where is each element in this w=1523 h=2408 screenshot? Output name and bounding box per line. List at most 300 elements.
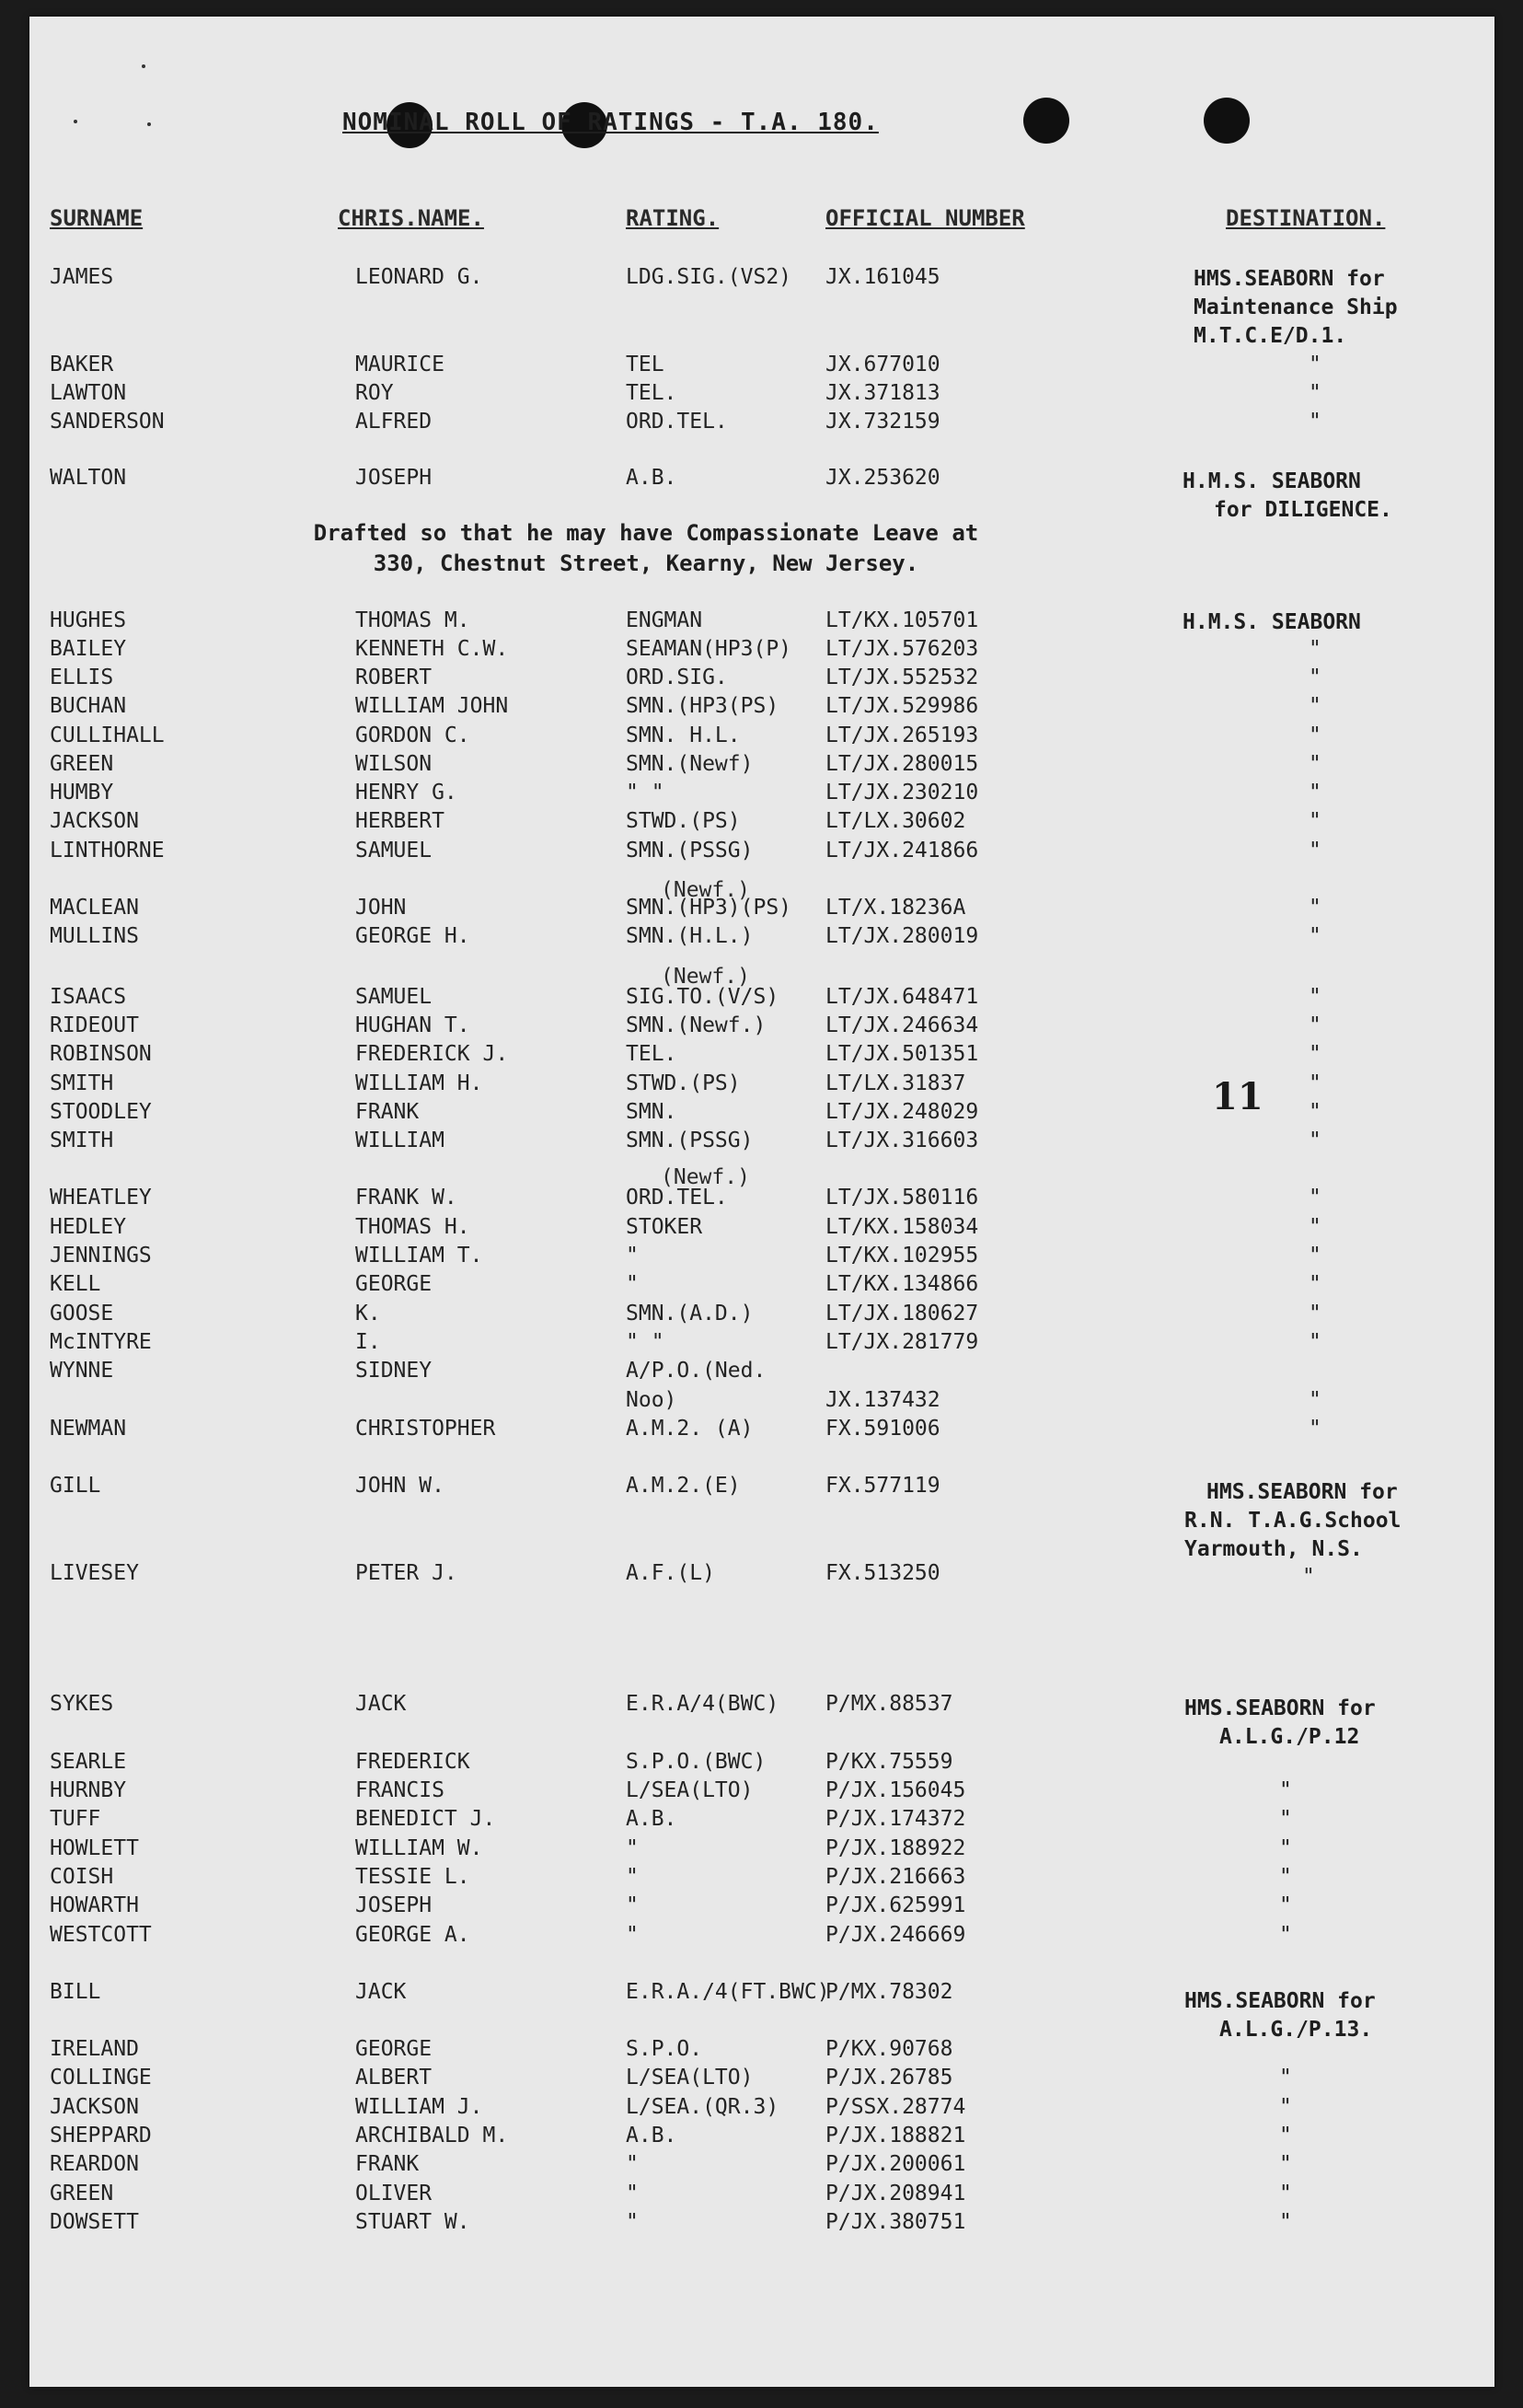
christian-name-cell: GEORGE H. [355,924,470,948]
christian-name-cell: WILLIAM T. [355,1244,483,1268]
table-row [29,1359,1494,1388]
christian-name-cell: I. [355,1330,381,1354]
rating-cell: SMN.(PSSG) [626,1129,754,1152]
rating-cell: E.R.A./4(FT.BWC) [626,1980,830,2004]
destination-block [1184,1695,1376,1752]
rating-cell: TEL. [626,1042,677,1066]
destination-ditto: " [1309,781,1321,805]
table-row [29,1215,1494,1245]
page-number: 11 [1212,1075,1263,1118]
official-number-cell: P/JX.26785 [825,2066,953,2090]
table-row [29,1865,1494,1894]
punch-hole [1204,98,1250,144]
table-row [29,1042,1494,1071]
table-row [29,1750,1494,1779]
surname-cell: STOODLEY [50,1100,152,1124]
official-number-cell: LT/JX.248029 [825,1100,979,1124]
destination-ditto: " [1309,985,1321,1009]
surname-cell: WALTON [50,466,127,490]
rating-cell: SIG.TO.(V/S) [626,985,779,1009]
christian-name-cell: WILLIAM JOHN [355,694,509,718]
official-number-cell: LT/JX.501351 [825,1042,979,1066]
rating-cell: SMN.(Newf) [626,752,754,776]
official-number-cell: P/KX.75559 [825,1750,953,1774]
column-header-official-number: OFFICIAL NUMBER [825,205,1025,231]
destination-ditto: " [1309,896,1321,920]
table-row [29,724,1494,753]
rating-cell: Noo) [626,1388,677,1412]
note-line-2: 330, Chestnut Street, Kearny, New Jersey. [373,550,919,576]
destination-block [1194,265,1398,351]
rating-cell: SEAMAN(HP3(P) [626,637,792,661]
official-number-cell: LT/JX.580116 [825,1186,979,1210]
surname-cell: COLLINGE [50,2066,152,2090]
table-row [29,2182,1494,2211]
surname-cell: JACKSON [50,2095,139,2119]
surname-cell: DOWSETT [50,2210,139,2234]
surname-cell: WESTCOTT [50,1923,152,1947]
official-number-cell: JX.161045 [825,265,940,289]
destination-line: A.L.G./P.12 [1219,1725,1360,1749]
rating-cell: SMN.(H.L.) [626,924,754,948]
christian-name-cell: HUGHAN T. [355,1013,470,1037]
compassionate-leave-note [250,518,1042,579]
surname-cell: CULLIHALL [50,724,165,747]
christian-name-cell: PETER J. [355,1561,457,1585]
rating-cell: ORD.TEL. [626,1186,728,1210]
destination-ditto: " [1279,1923,1292,1947]
christian-name-cell: JOSEPH [355,1893,433,1917]
surname-cell: MULLINS [50,924,139,948]
christian-name-cell: TESSIE L. [355,1865,470,1889]
table-row [29,985,1494,1014]
christian-name-cell: SAMUEL [355,985,433,1009]
christian-name-cell: THOMAS H. [355,1215,470,1239]
christian-name-cell: FRANK W. [355,1186,457,1210]
christian-name-cell: WILLIAM H. [355,1071,483,1095]
table-row [29,1561,1494,1591]
christian-name-cell: GORDON C. [355,724,470,747]
destination-line: HMS.SEABORN for [1194,267,1385,291]
official-number-cell: P/JX.200061 [825,2152,966,2176]
table-row [29,839,1494,868]
destination-ditto: " [1309,1302,1321,1326]
christian-name-cell: CHRISTOPHER [355,1417,496,1441]
destination-ditto: " [1309,1129,1321,1152]
official-number-cell: P/JX.174372 [825,1807,966,1831]
surname-cell: BAKER [50,353,114,376]
surname-cell: HOWLETT [50,1836,139,1860]
table-row [29,2152,1494,2182]
table-row [29,1244,1494,1273]
destination-ditto: " [1309,1100,1321,1124]
christian-name-cell: FRANK [355,1100,420,1124]
table-row [29,410,1494,439]
surname-cell: SEARLE [50,1750,127,1774]
destination-line: M.T.C.E/D.1. [1194,324,1347,348]
surname-cell: ISAACS [50,985,127,1009]
christian-name-cell: FRANCIS [355,1778,444,1802]
destination-ditto: " [1309,1071,1321,1095]
rating-cell: A.M.2. (A) [626,1417,754,1441]
surname-cell: WHEATLEY [50,1186,152,1210]
christian-name-cell: MAURICE [355,353,444,376]
destination-ditto: " [1309,1388,1321,1412]
surname-cell: JACKSON [50,809,139,833]
destination-ditto: " [1309,666,1321,689]
destination-line: for DILIGENCE. [1214,498,1392,522]
table-row [29,353,1494,382]
official-number-cell: LT/JX.246634 [825,1013,979,1037]
rating-cell: SMN.(A.D.) [626,1302,754,1326]
destination-ditto: " [1279,2095,1292,2119]
destination-ditto: " [1279,2210,1292,2234]
christian-name-cell: JOHN W. [355,1474,444,1498]
official-number-cell: JX.732159 [825,410,940,434]
table-row [29,1013,1494,1043]
surname-cell: SYKES [50,1692,114,1716]
surname-cell: MACLEAN [50,896,139,920]
christian-name-cell: BENEDICT J. [355,1807,496,1831]
christian-name-cell: FRANK [355,2152,420,2176]
christian-name-cell: ALFRED [355,410,433,434]
surname-cell: BILL [50,1980,101,2004]
official-number-cell: FX.591006 [825,1417,940,1441]
official-number-cell: LT/JX.280019 [825,924,979,948]
destination-ditto: " [1279,1865,1292,1889]
rating-cell: STOKER [626,1215,703,1239]
christian-name-cell: WILSON [355,752,433,776]
christian-name-cell: SIDNEY [355,1359,433,1383]
official-number-cell: FX.577119 [825,1474,940,1498]
official-number-cell: P/JX.380751 [825,2210,966,2234]
destination-ditto: " [1309,694,1321,718]
official-number-cell: LT/JX.316603 [825,1129,979,1152]
destination-ditto: " [1309,839,1321,862]
destination-ditto: " [1279,2066,1292,2090]
rating-cell: STWD.(PS) [626,1071,741,1095]
surname-cell: HEDLEY [50,1215,127,1239]
official-number-cell: FX.513250 [825,1561,940,1585]
rating-cell: " [626,1893,639,1917]
christian-name-cell: ARCHIBALD M. [355,2124,509,2148]
table-row [29,1129,1494,1158]
rating-cell: " [626,2210,639,2234]
christian-name-cell: LEONARD G. [355,265,483,289]
surname-cell: WYNNE [50,1359,114,1383]
surname-cell: RIDEOUT [50,1013,139,1037]
table-row [29,1330,1494,1360]
surname-cell: NEWMAN [50,1417,127,1441]
destination-ditto: " [1309,752,1321,776]
rating-cell: L/SEA(LTO) [626,2066,754,2090]
note-line-1: Drafted so that he may have Compassionate Leave at [313,520,979,546]
rating-cell: A.M.2.(E) [626,1474,741,1498]
surname-cell: HUGHES [50,608,127,632]
rating-continuation: (Newf.) [661,878,750,902]
christian-name-cell: WILLIAM J. [355,2095,483,2119]
surname-cell: LINTHORNE [50,839,165,862]
destination-ditto: " [1309,1330,1321,1354]
official-number-cell: LT/JX.180627 [825,1302,979,1326]
destination-block [1183,468,1392,525]
table-row [29,1100,1494,1129]
rating-cell: ORD.TEL. [626,410,728,434]
official-number-cell: LT/KX.158034 [825,1215,979,1239]
surname-cell: IRELAND [50,2037,139,2061]
destination-ditto: " [1279,2152,1292,2176]
destination-block [1183,608,1361,637]
surname-cell: LAWTON [50,381,127,405]
table-row [29,896,1494,925]
surname-cell: SMITH [50,1129,114,1152]
destination-ditto: " [1279,2182,1292,2205]
rating-cell: A.F.(L) [626,1561,715,1585]
official-number-cell: P/JX.246669 [825,1923,966,1947]
destination-ditto: " [1309,1272,1321,1296]
destination-line: R.N. T.A.G.School [1184,1509,1402,1533]
rating-cell: " [626,1865,639,1889]
rating-cell: " " [626,781,664,805]
surname-cell: KELL [50,1272,101,1296]
surname-cell: COISH [50,1865,114,1889]
rating-cell: S.P.O. [626,2037,703,2061]
rating-cell: " [626,2182,639,2205]
official-number-cell: JX.677010 [825,353,940,376]
table-row [29,694,1494,724]
destination-ditto: " [1279,1893,1292,1917]
official-number-cell: P/JX.188922 [825,1836,966,1860]
official-number-cell: LT/JX.648471 [825,985,979,1009]
destination-line: HMS.SEABORN for [1184,1989,1376,2013]
surname-cell: SHEPPARD [50,2124,152,2148]
table-row [29,1778,1494,1808]
rating-cell: A.B. [626,1807,677,1831]
christian-name-cell: FREDERICK J. [355,1042,509,1066]
surname-cell: JAMES [50,265,114,289]
christian-name-cell: WILLIAM W. [355,1836,483,1860]
destination-ditto: " [1279,2124,1292,2148]
destination-line: A.L.G./P.13. [1219,2018,1373,2042]
christian-name-cell: OLIVER [355,2182,433,2205]
rating-cell: A.B. [626,466,677,490]
rating-cell: " [626,2152,639,2176]
christian-name-cell: KENNETH C.W. [355,637,509,661]
destination-line: Yarmouth, N.S. [1184,1537,1363,1561]
ditto-mark: " [1302,1565,1315,1589]
christian-name-cell: JACK [355,1692,407,1716]
rating-cell: S.P.O.(BWC) [626,1750,767,1774]
official-number-cell: JX.371813 [825,381,940,405]
official-number-cell: LT/JX.529986 [825,694,979,718]
rating-cell: SMN. H.L. [626,724,741,747]
table-row [29,924,1494,954]
official-number-cell: P/SSX.28774 [825,2095,966,2119]
rating-cell: ENGMAN [626,608,703,632]
official-number-cell: LT/KX.134866 [825,1272,979,1296]
destination-line: H.M.S. SEABORN [1183,469,1361,493]
surname-cell: REARDON [50,2152,139,2176]
destination-ditto: " [1309,809,1321,833]
speck [142,64,145,68]
column-header-destination: DESTINATION. [1226,205,1386,231]
official-number-cell: LT/LX.30602 [825,809,966,833]
official-number-cell: JX.137432 [825,1388,940,1412]
christian-name-cell: ROY [355,381,394,405]
destination-ditto: " [1309,1417,1321,1441]
official-number-cell: LT/JX.230210 [825,781,979,805]
table-row [29,1071,1494,1101]
rating-cell: ORD.SIG. [626,666,728,689]
official-number-cell: LT/JX.281779 [825,1330,979,1354]
official-number-cell: P/JX.208941 [825,2182,966,2205]
rating-cell: L/SEA(LTO) [626,1778,754,1802]
table-row [29,2066,1494,2095]
official-number-cell: LT/JX.552532 [825,666,979,689]
surname-cell: LIVESEY [50,1561,139,1585]
rating-cell: L/SEA.(QR.3) [626,2095,779,2119]
rating-cell: A.B. [626,2124,677,2148]
surname-cell: ROBINSON [50,1042,152,1066]
christian-name-cell: FREDERICK [355,1750,470,1774]
surname-cell: BUCHAN [50,694,127,718]
destination-ditto: " [1309,924,1321,948]
rating-cell: " [626,1244,639,1268]
christian-name-cell: HENRY G. [355,781,457,805]
table-row [29,637,1494,666]
official-number-cell: P/KX.90768 [825,2037,953,2061]
surname-cell: ELLIS [50,666,114,689]
christian-name-cell: SAMUEL [355,839,433,862]
table-row [29,781,1494,810]
christian-name-cell: JACK [355,1980,407,2004]
surname-cell: GREEN [50,752,114,776]
official-number-cell: LT/JX.241866 [825,839,979,862]
destination-ditto: " [1279,1836,1292,1860]
destination-block [1184,1478,1401,1564]
official-number-cell: P/JX.216663 [825,1865,966,1889]
rating-cell: SMN.(HP3)(PS) [626,896,792,920]
table-row [29,1923,1494,1952]
rating-cell: SMN.(HP3(PS) [626,694,779,718]
official-number-cell: JX.253620 [825,466,940,490]
rating-cell: E.R.A/4(BWC) [626,1692,779,1716]
table-row [29,1836,1494,1866]
rating-cell: TEL [626,353,664,376]
surname-cell: GREEN [50,2182,114,2205]
destination-line: HMS.SEABORN for [1184,1696,1376,1720]
official-number-cell: P/JX.156045 [825,1778,966,1802]
christian-name-cell: GEORGE A. [355,1923,470,1947]
official-number-cell: LT/JX.576203 [825,637,979,661]
surname-cell: HUMBY [50,781,114,805]
surname-cell: HOWARTH [50,1893,139,1917]
table-row [29,1893,1494,1923]
table-row [29,1388,1494,1418]
destination-ditto: " [1309,1186,1321,1210]
destination-ditto: " [1309,1013,1321,1037]
speck [74,120,77,123]
table-row [29,2124,1494,2153]
surname-cell: GILL [50,1474,101,1498]
rating-cell: " [626,1272,639,1296]
official-number-cell: P/JX.188821 [825,2124,966,2148]
christian-name-cell: ROBERT [355,666,433,689]
surname-cell: GOOSE [50,1302,114,1326]
destination-ditto: " [1309,410,1321,434]
rating-continuation: (Newf.) [661,965,750,989]
christian-name-cell: K. [355,1302,381,1326]
christian-name-cell: THOMAS M. [355,608,470,632]
surname-cell: SANDERSON [50,410,165,434]
surname-cell: McINTYRE [50,1330,152,1354]
rating-cell: A/P.O.(Ned. [626,1359,767,1383]
christian-name-cell: JOSEPH [355,466,433,490]
speck [147,122,151,126]
table-row [29,1302,1494,1331]
surname-cell: SMITH [50,1071,114,1095]
table-row [29,1417,1494,1446]
destination-line: H.M.S. SEABORN [1183,610,1361,634]
surname-cell: TUFF [50,1807,101,1831]
destination-ditto: " [1309,1244,1321,1268]
official-number-cell: LT/JX.265193 [825,724,979,747]
destination-line: Maintenance Ship [1194,295,1398,319]
surname-cell: BAILEY [50,637,127,661]
table-row [29,1186,1494,1215]
column-header-rating: RATING. [626,205,720,231]
column-header-surname: SURNAME [50,205,144,231]
rating-cell: TEL. [626,381,677,405]
official-number-cell: LT/LX.31837 [825,1071,966,1095]
rating-cell: LDG.SIG.(VS2) [626,265,792,289]
christian-name-cell: ALBERT [355,2066,433,2090]
table-row [29,1807,1494,1836]
surname-cell: JENNINGS [50,1244,152,1268]
destination-line: HMS.SEABORN for [1206,1480,1398,1504]
official-number-cell: LT/KX.105701 [825,608,979,632]
rating-cell: " " [626,1330,664,1354]
table-row [29,2095,1494,2124]
rating-cell: SMN.(Newf.) [626,1013,767,1037]
christian-name-cell: JOHN [355,896,407,920]
destination-ditto: " [1279,1778,1292,1802]
page-title: NOMINAL ROLL OF RATINGS - T.A. 180. [342,109,879,136]
official-number-cell: LT/KX.102955 [825,1244,979,1268]
rating-cell: STWD.(PS) [626,809,741,833]
destination-block [1184,1987,1376,2044]
destination-ditto: " [1309,724,1321,747]
column-header-christian-name: CHRIS.NAME. [338,205,484,231]
rating-cell: SMN. [626,1100,677,1124]
table-row [29,381,1494,411]
table-row [29,752,1494,781]
destination-ditto: " [1279,1807,1292,1831]
rating-continuation: (Newf.) [661,1165,750,1189]
official-number-cell: LT/X.18236A [825,896,966,920]
official-number-cell: P/MX.78302 [825,1980,953,2004]
surname-cell: HURNBY [50,1778,127,1802]
official-number-cell: LT/JX.280015 [825,752,979,776]
table-row [29,1272,1494,1302]
christian-name-cell: WILLIAM [355,1129,444,1152]
destination-ditto: " [1309,1215,1321,1239]
christian-name-cell: GEORGE [355,1272,433,1296]
destination-ditto: " [1309,381,1321,405]
official-number-cell: P/JX.625991 [825,1893,966,1917]
destination-ditto: " [1309,1042,1321,1066]
christian-name-cell: STUART W. [355,2210,470,2234]
